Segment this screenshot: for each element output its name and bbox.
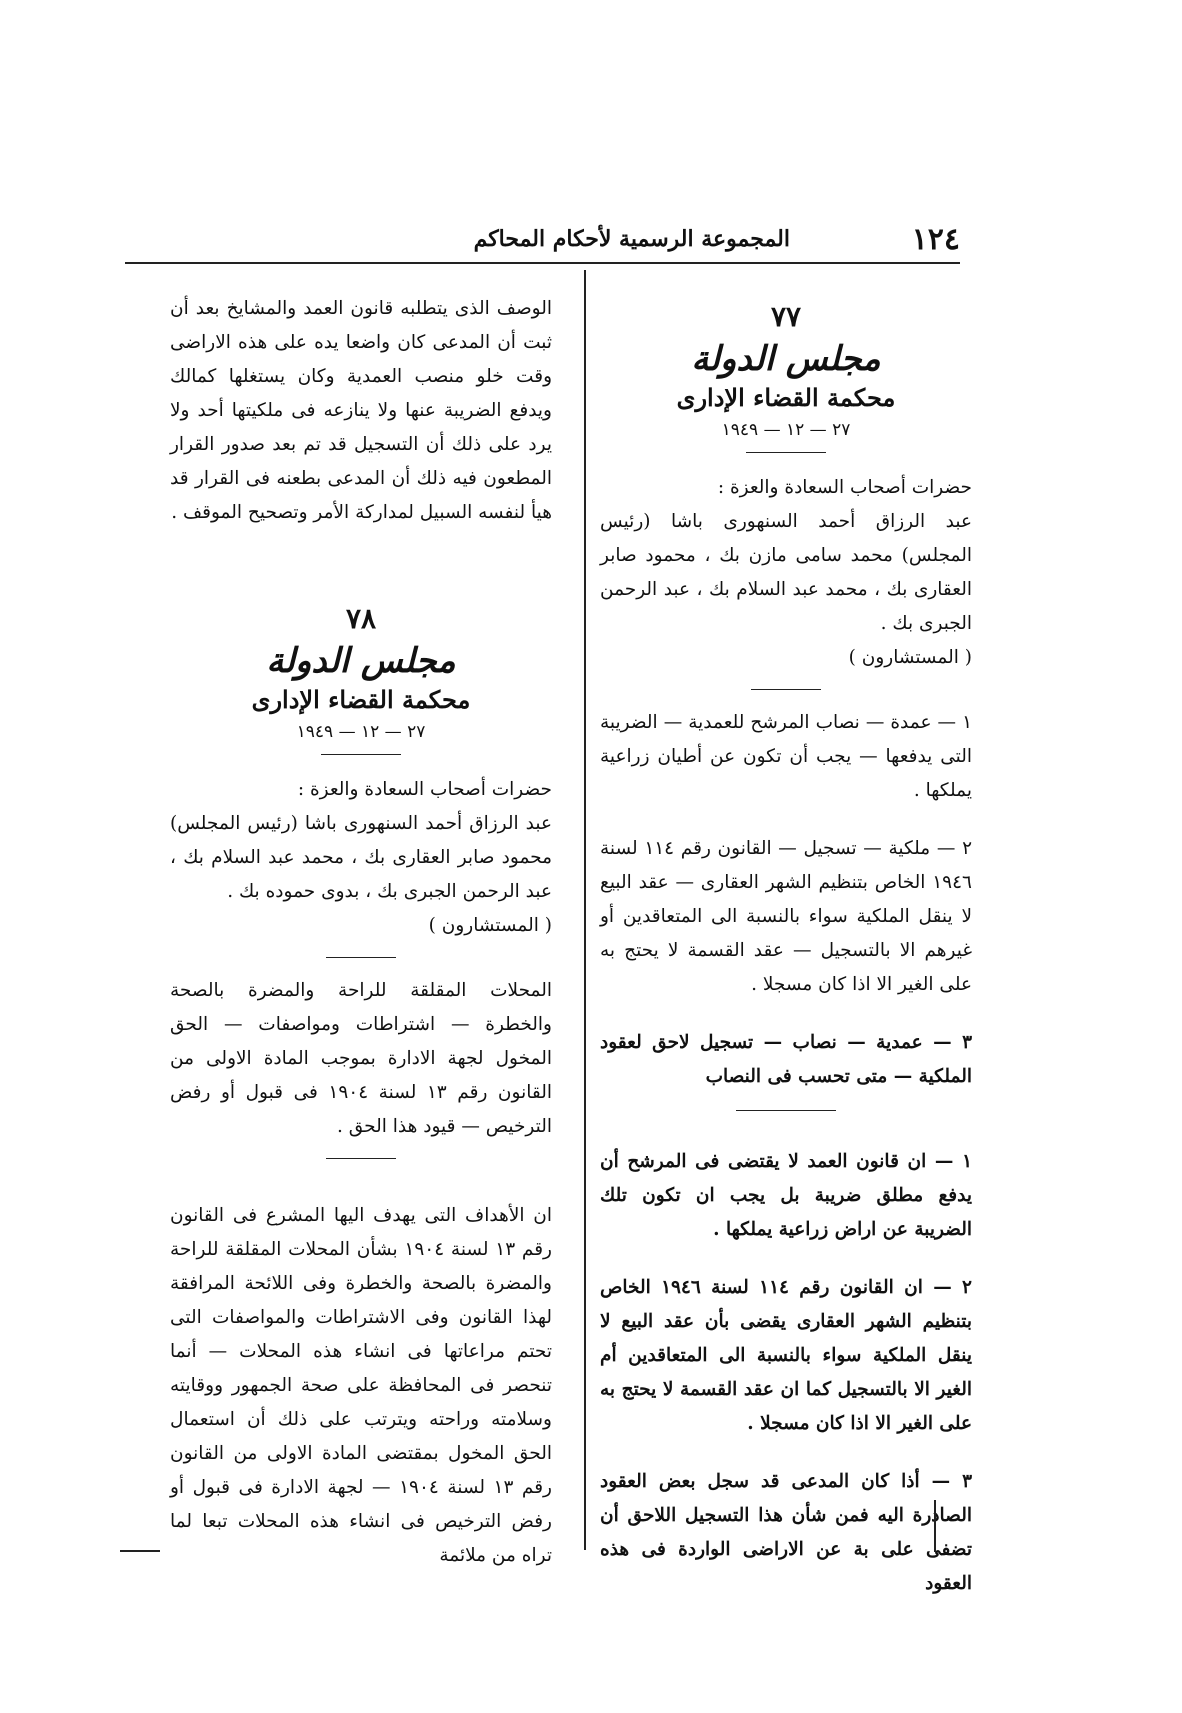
judgment-date: ٢٧ — ١٢ — ١٩٤٩ [721, 420, 851, 440]
left-column [170, 292, 552, 1573]
headnote: المحلات المقلقة للراحة والمضرة بالصحة والخطرة — اشتراطات ومواصفات — الحق المخول لجهة الادارة بموجب المادة الاولى من القانون رقم ١٣ لسنة ١٩٠٤ فى قبول أو رفض الترخيص — قيود هذا الحق . [170, 980, 552, 1137]
right-column [600, 300, 972, 1601]
principle-3: ٣ — أذا كان المدعى قد سجل بعض العقود الصادرة اليه فمن شأن هذا التسجيل اللاحق أن تضفى على بة عن الاراضى الواردة فى هذه العقود [600, 1471, 972, 1594]
judgment-date: ٢٧ — ١٢ — ١٩٤٩ [296, 722, 426, 742]
advisors-label: ( المستشارون ) [428, 915, 552, 936]
body-text: ان الأهداف التى يهدف اليها المشرع فى القانون رقم ١٣ لسنة ١٩٠٤ بشأن المحلات المقلقة للراحة والمضرة بالصحة والخطرة وفى اللائحة المرافقة لهذا القانون وفى الاشتراطات والمواصفات التى تحتم مراعاتها فى انشاء هذه المحلات — أنما تنحصر فى المحافظة على صحة الجمهور ووقايته وسلامته وراحته ويترتب على ذلك أن استعمال الحق المخول بمقتضى المادة الاولى من القانون رقم ١٣ لسنة ١٩٠٤ — لجهة الادارة فى قبول أو رفض الترخيص فى انشاء هذه المحلات تبعا لما تراه من ملائمة [170, 1205, 552, 1566]
headnote-2: ٢ — ملكية — تسجيل — القانون رقم ١١٤ لسنة ١٩٤٦ الخاص بتنظيم الشهر العقارى — عقد البيع لا ينقل الملكية سواء بالنسبة الى المتعاقدين أو غيرهم الا بالتسجيل — عقد القسمة لا يحتج به على الغير الا اذا كان مسجلا . [600, 838, 972, 995]
divider [751, 689, 821, 690]
divider [326, 1158, 396, 1159]
presence-intro: حضرات أصحاب السعادة والعزة : [297, 779, 552, 800]
page-number: ١٢٤ [911, 222, 960, 257]
divider [326, 957, 396, 958]
headnote-3: ٣ — عمدية — نصاب — تسجيل لاحق لعقود الملكية — متى تحسب فى النصاب [600, 1032, 972, 1087]
headnote-1: ١ — عمدة — نصاب المرشح للعمدية — الضريبة التى يدفعها — يجب أن تكون عن أطيان زراعية يملكها . [600, 712, 972, 801]
edge-mark [934, 1500, 936, 1552]
running-title: المجموعة الرسمية لأحكام المحاكم [473, 226, 790, 252]
court-heading: محكمة القضاء الإدارى [676, 383, 896, 412]
header-divider [125, 262, 960, 264]
judges-list: عبد الرزاق أحمد السنهورى باشا (رئيس المجلس) محمد سامى مازن بك ، محمود صابر العقارى بك ، محمد عبد السلام بك ، عبد الرحمن الجبرى بك . [600, 511, 972, 634]
page-header [400, 222, 960, 258]
divider [746, 452, 826, 453]
divider [321, 754, 401, 755]
case-number-77: ٧٧ [770, 300, 802, 333]
council-heading: مجلس الدولة [691, 339, 881, 379]
column-divider [584, 270, 586, 1550]
council-heading: مجلس الدولة [266, 641, 456, 681]
principle-1: ١ — ان قانون العمد لا يقتضى فى المرشح أن يدفع مطلق ضريبة بل يجب ان تكون تلك الضريبة عن اراض زراعية يملكها . [600, 1151, 972, 1240]
margin-mark [120, 1550, 160, 1552]
judges-list: عبد الرزاق أحمد السنهورى باشا (رئيس المجلس) محمود صابر العقارى بك ، محمد عبد السلام بك ، عبد الرحمن الجبرى بك ، بدوى حموده بك . [170, 813, 552, 902]
principle-2: ٢ — ان القانون رقم ١١٤ لسنة ١٩٤٦ الخاص بتنظيم الشهر العقارى يقضى بأن عقد البيع لا ينقل الملكية سواء بالنسبة الى المتعاقدين أم الغير الا بالتسجيل كما ان عقد القسمة لا يحتج به على الغير الا اذا كان مسجلا . [600, 1277, 972, 1434]
continuation-text: الوصف الذى يتطلبه قانون العمد والمشايخ بعد أن ثبت أن المدعى كان واضعا يده على هذه الاراضى وقت خلو منصب العمدية وكان يستغلها كمالك ويدفع الضريبة عنها ولا ينازعه فى ملكيتها أحد ولا يرد على ذلك أن التسجيل قد تم بعد صدور القرار المطعون فيه ذلك أن المدعى بطعنه فى القرار قد هيأ لنفسه السبيل لمداركة الأمر وتصحيح الموقف . [170, 298, 552, 523]
case-number-78: ٧٨ [345, 602, 377, 635]
court-heading: محكمة القضاء الإدارى [251, 685, 471, 714]
advisors-label: ( المستشارون ) [848, 647, 972, 668]
divider [736, 1110, 836, 1111]
presence-intro: حضرات أصحاب السعادة والعزة : [717, 477, 972, 498]
